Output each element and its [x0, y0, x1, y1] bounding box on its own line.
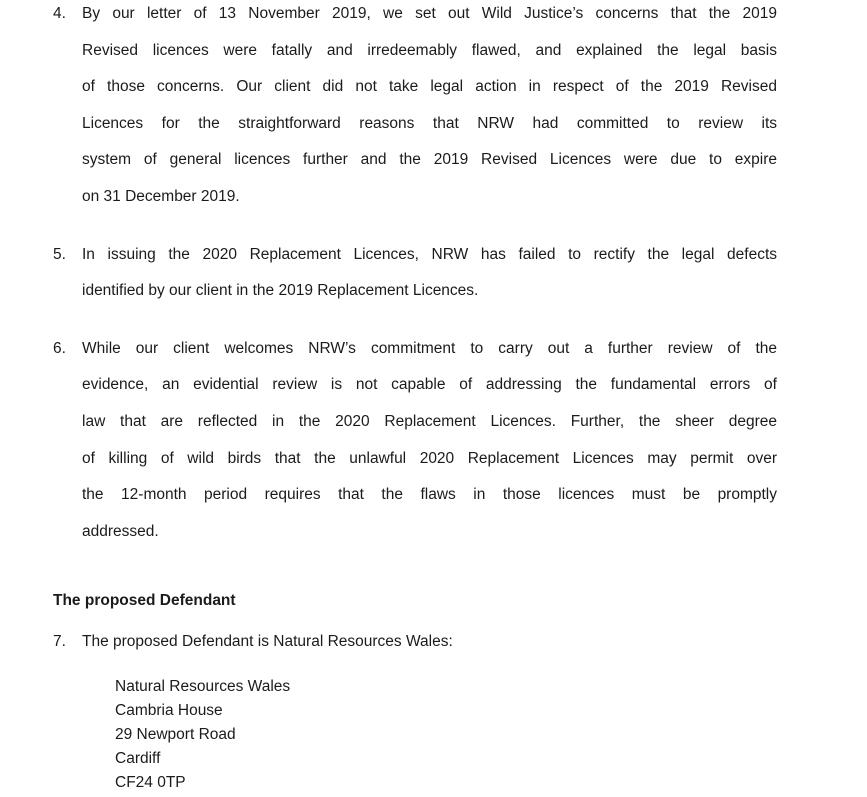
address-line-postcode: CF24 0TP: [115, 773, 186, 791]
paragraph-5-line: In issuing the 2020 Replacement Licences, NRW has failed to rectify the legal defects: [82, 245, 777, 263]
paragraph-5-number: 5.: [53, 245, 66, 263]
address-line-building: Cambria House: [115, 701, 223, 719]
paragraph-6-body: [82, 331, 777, 551]
paragraph-6-line: evidence, an evidential review is not capable of addressing the fundamental errors of: [82, 376, 777, 394]
paragraph-6-line: law that are reflected in the 2020 Replacement Licences. Further, the sheer degree: [82, 412, 777, 430]
paragraph-5-body: [82, 237, 777, 310]
paragraph-4-line: Revised licences were fatally and irredeemably flawed, and explained the legal basis: [82, 41, 777, 59]
paragraph-4: [53, 0, 777, 216]
paragraph-4-number: 4.: [53, 5, 66, 22]
section-heading-proposed-defendant: The proposed Defendant: [53, 592, 236, 610]
paragraph-4-body: [82, 0, 777, 216]
paragraph-4-line: on 31 December 2019.: [82, 187, 240, 205]
paragraph-6-line: of killing of wild birds that the unlawful 2020 Replacement Licences may permit over: [82, 449, 777, 467]
address-line-organisation: Natural Resources Wales: [115, 677, 291, 695]
paragraph-7-line: The proposed Defendant is Natural Resources Wales:: [82, 633, 453, 651]
paragraph-6: [53, 331, 777, 551]
paragraph-4-line: system of general licences further and the 2019 Revised Licences were due to expire: [82, 151, 777, 169]
paragraph-4-line: By our letter of 13 November 2019, we set out Wild Justice’s concerns that the 2019: [82, 5, 777, 22]
paragraph-6-line: While our client welcomes NRW’s commitment to carry out a further review of the: [82, 339, 777, 357]
paragraph-4-line: Licences for the straightforward reasons that NRW had committed to review its: [82, 114, 777, 132]
defendant-address-block: [115, 675, 777, 795]
paragraph-5: [53, 237, 777, 310]
address-line-city: Cardiff: [115, 749, 161, 767]
address-line-street: 29 Newport Road: [115, 725, 236, 743]
paragraph-6-line: addressed.: [82, 522, 159, 540]
paragraph-7: [53, 624, 777, 661]
paragraph-7-number: 7.: [53, 633, 66, 651]
paragraph-4-line: of those concerns. Our client did not take legal action in respect of the 2019 Revised: [82, 78, 777, 96]
paragraph-7-body: [82, 624, 777, 661]
paragraph-6-line: the 12-month period requires that the flaws in those licences must be promptly: [82, 486, 777, 504]
paragraph-5-line: identified by our client in the 2019 Replacement Licences.: [82, 282, 479, 300]
paragraph-6-number: 6.: [53, 339, 66, 357]
